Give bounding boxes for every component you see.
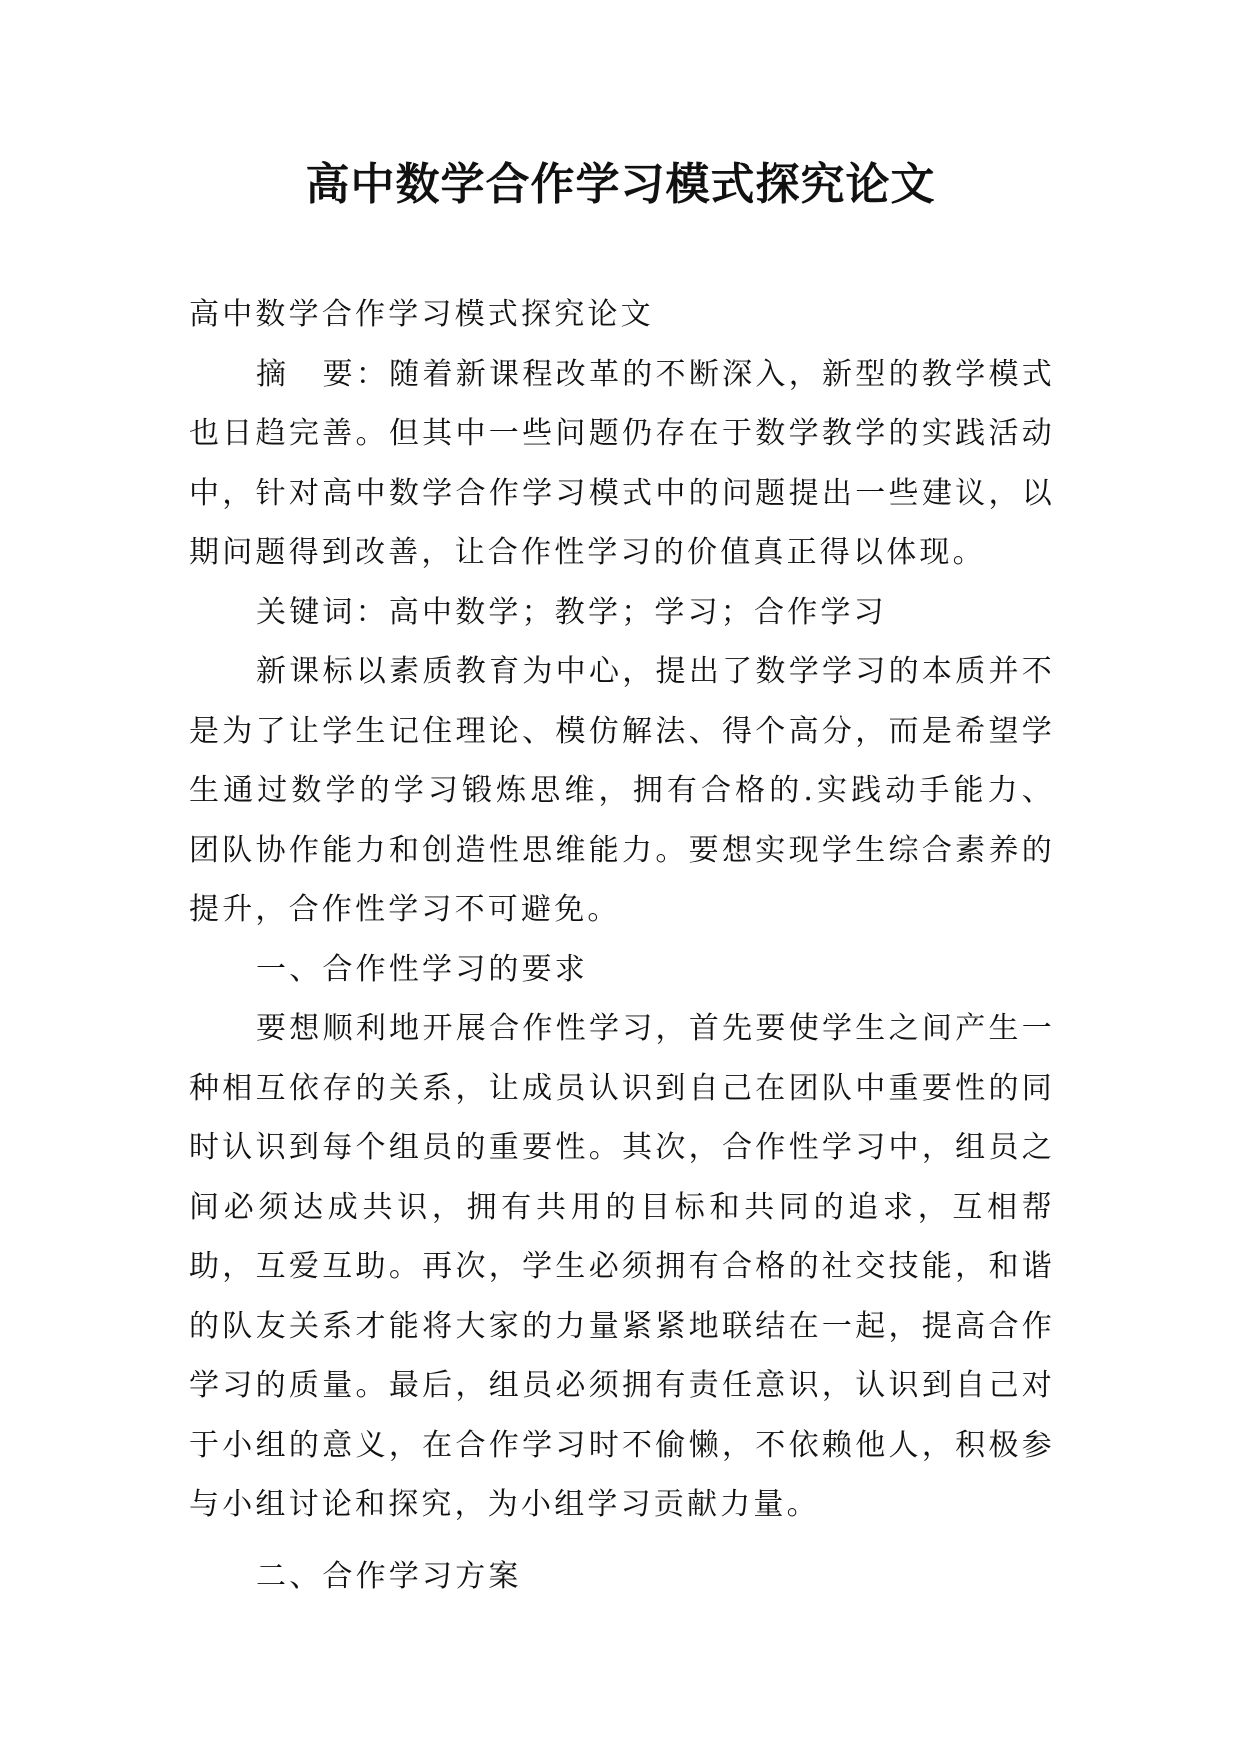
section-heading-2: 二、合作学习方案 (256, 1558, 522, 1594)
abstract-paragraph: 摘 要：随着新课程改革的不断深入，新型的教学模式也日趋完善。但其中一些问题仍存在于数学教学的实践活动中，针对高中数学合作学习模式中的问题提出一些建议，以期问题得到改善，让合作性学习的价值真正得以体现。 (189, 356, 1055, 570)
document-title: 高中数学合作学习模式探究论文 (305, 159, 936, 210)
document-subtitle: 高中数学合作学习模式探究论文 (189, 297, 654, 332)
keywords-paragraph: 关键词：高中数学；教学；学习；合作学习 (256, 594, 887, 630)
intro-paragraph: 新课标以素质教育为中心，提出了数学学习的本质并不是为了让学生记住理论、模仿解法、得个高分，而是希望学生通过数学的学习锻炼思维，拥有合格的.实践动手能力、团队协作能力和创造性思维能力。要想实现学生综合素养的提升，合作性学习不可避免。 (189, 654, 1055, 927)
document-body (189, 285, 1055, 1606)
section-heading-1: 一、合作性学习的要求 (256, 951, 588, 987)
section-1-paragraph: 要想顺利地开展合作性学习，首先要使学生之间产生一种相互依存的关系，让成员认识到自己在团队中重要性的同时认识到每个组员的重要性。其次，合作性学习中，组员之间必须达成共识，拥有共用的目标和共同的追求，互相帮助，互爱互助。再次，学生必须拥有合格的社交技能，和谐的队友关系才能将大家的力量紧紧地联结在一起，提高合作学习的质量。最后，组员必须拥有责任意识，认识到自己对于小组的意义，在合作学习时不偷懒，不依赖他人，积极参与小组讨论和探究，为小组学习贡献力量。 (189, 1011, 1055, 1522)
